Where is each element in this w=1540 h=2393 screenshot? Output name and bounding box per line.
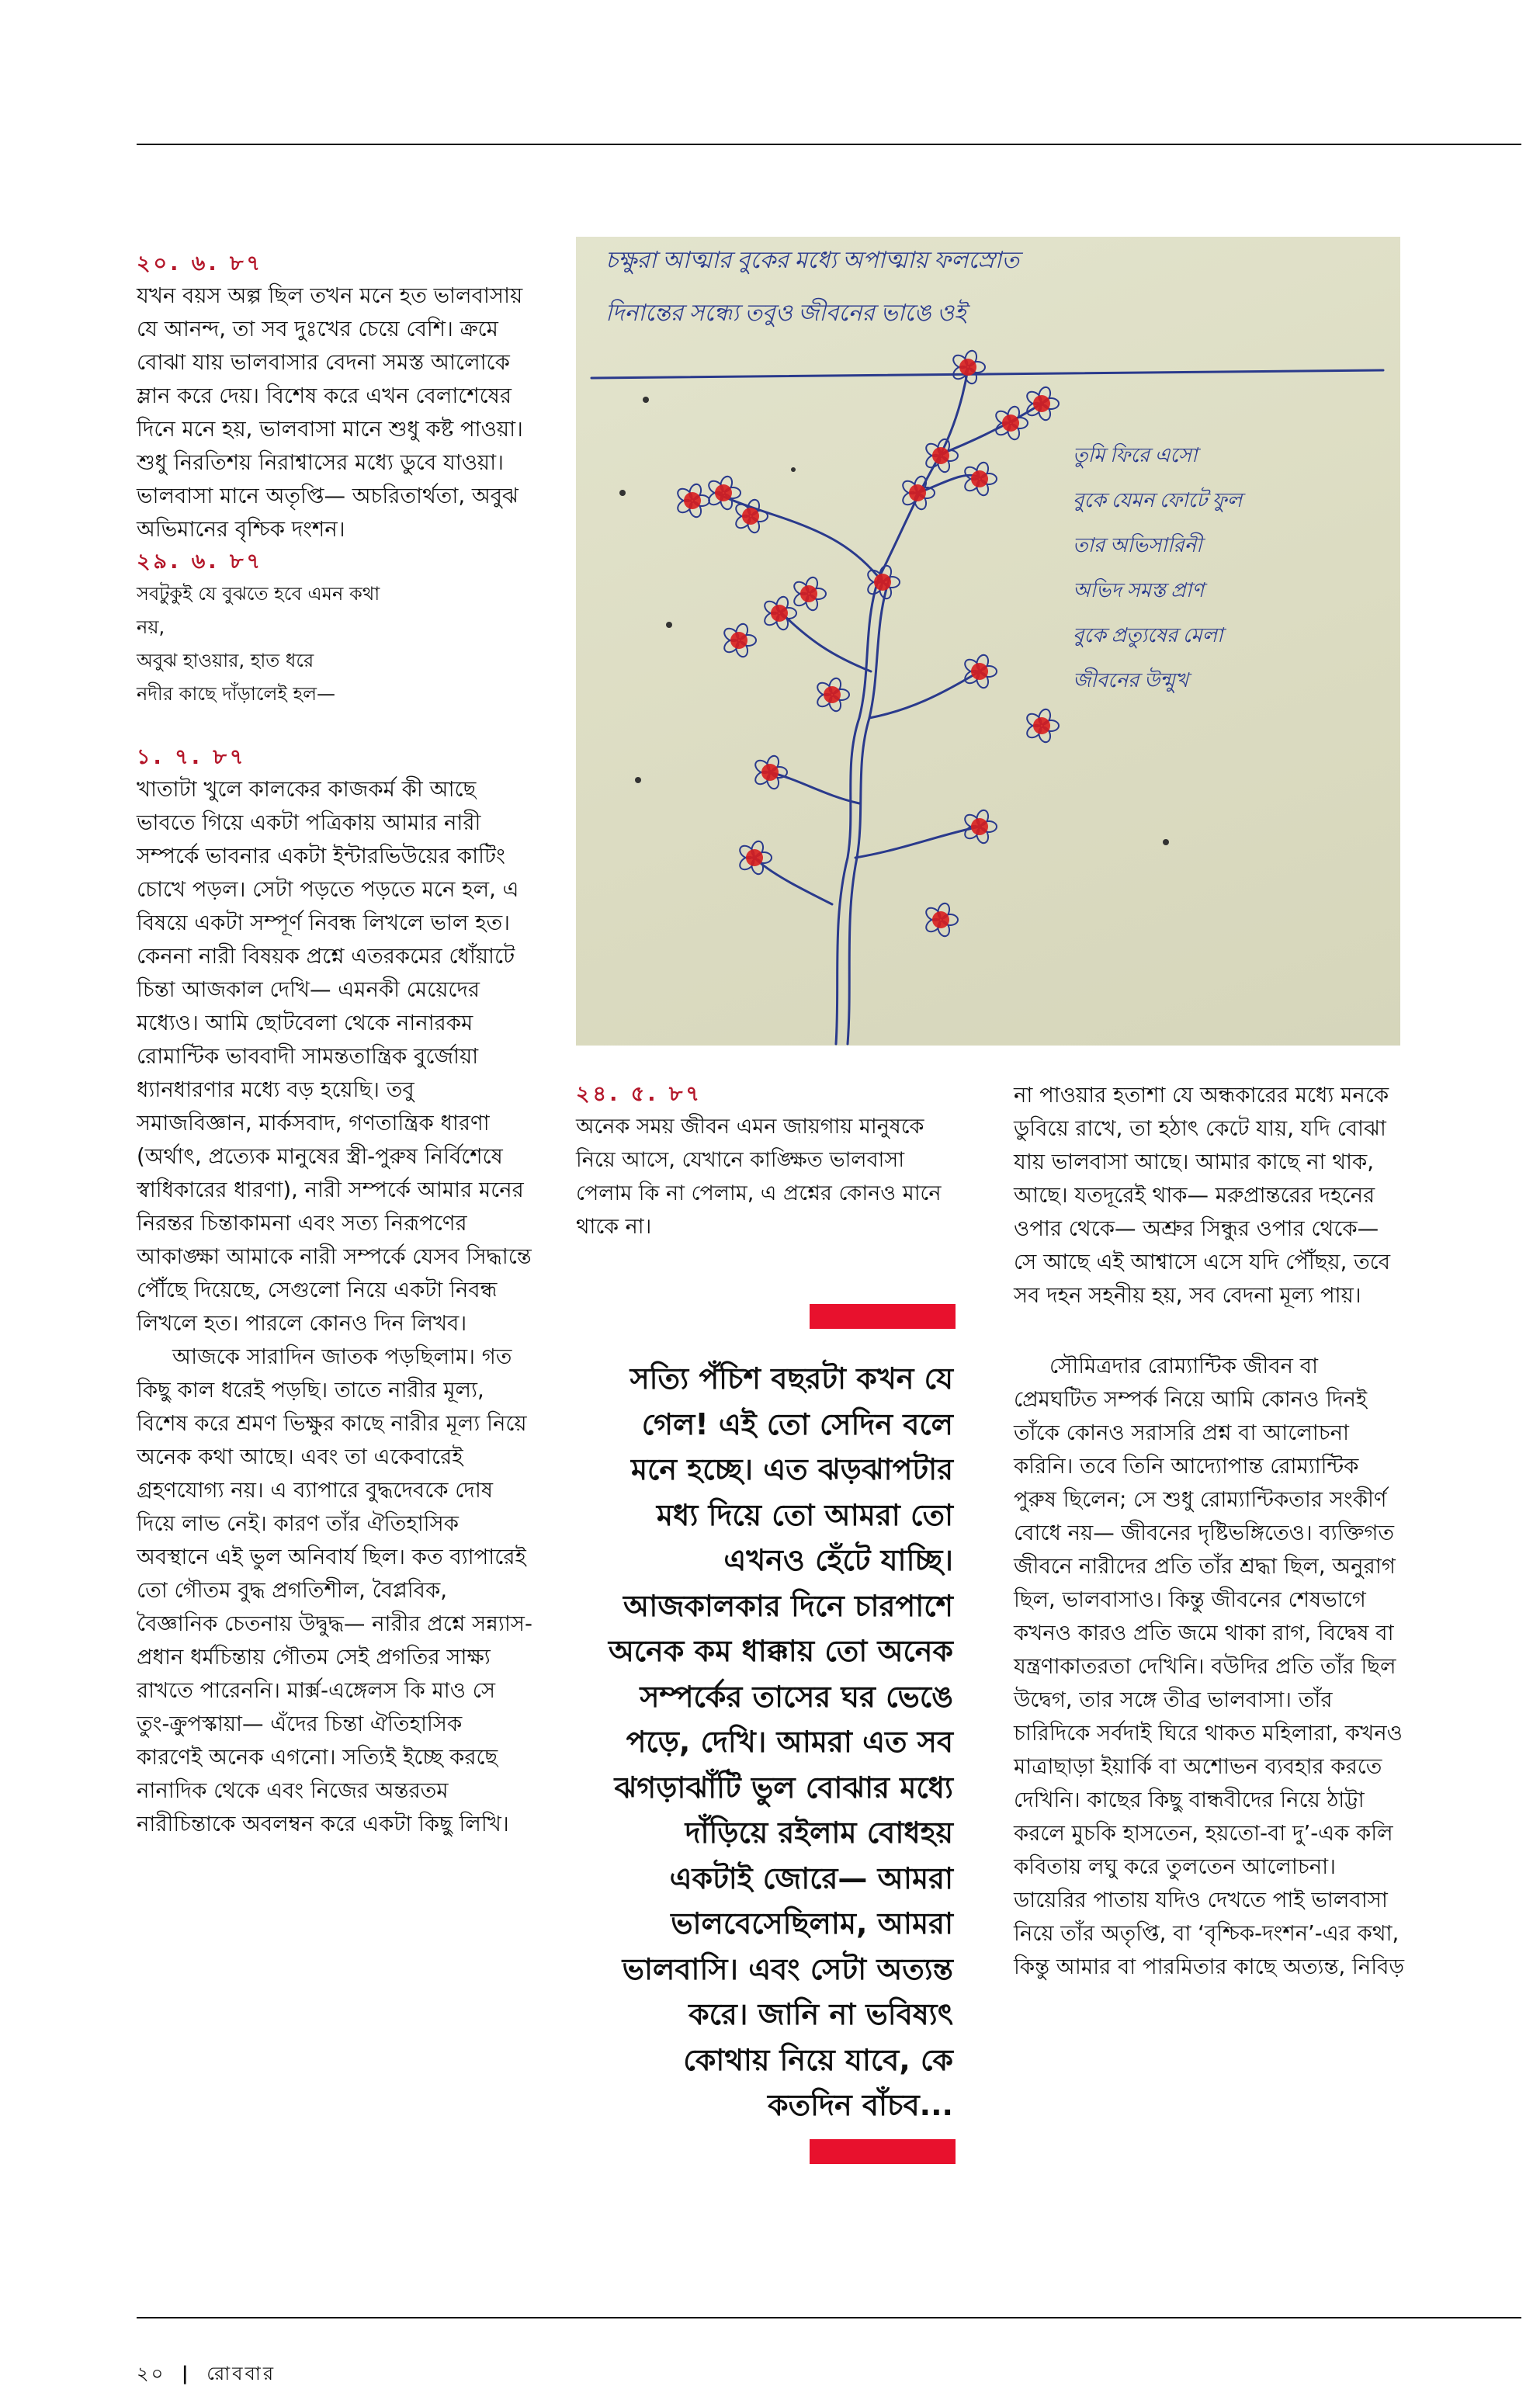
- sketch-flower: [951, 349, 985, 385]
- sketch-flower: [962, 654, 997, 689]
- sketch-flower: [1025, 386, 1059, 421]
- sketch-flower: [706, 475, 741, 511]
- diary-entry: খাতাটা খুলে কালকের কাজকর্ম কী আছে ভাবতে গিয়ে একটা পত্রিকায় আমার নারী সম্পর্কে ভাবনার একটা ইন্টারভিউয়ের কাটিং চোখে পড়ল। সেটা পড়তে পড়তে মনে হল, এ বিষয়ে একটা সম্পূর্ণ নিবন্ধ লিখলে ভাল হত। কেননা নারী বিষয়ক প্রশ্নে এতরকমের ধোঁয়াটে চিন্তা আজকাল দেখি— এমনকী মেয়েদের মধ্যেও। আমি ছোটবেলা থেকে নানারকম রোমান্টিক ভাববাদী সামন্ততান্ত্রিক বুর্জোয়া ধ্যানধারণার মধ্যে বড় হয়েছি। তবু সমাজবিজ্ঞান, মার্কসবাদ, গণতান্ত্রিক ধারণা (অর্থাৎ, প্রত্যেক মানুষের স্ত্রী-পুরুষ নির্বিশেষে স্বাধিকারের ধারণা), নারী সম্পর্কে আমার মনের নিরন্তর চিন্তাকামনা এবং সত্য নিরূপণের আকাঙ্ক্ষা আমাকে নারী সম্পর্কে যেসব সিদ্ধান্তে পৌঁছে দিয়েছে, সেগুলো নিয়ে একটা নিবন্ধ লিখলে হত। পারলে কোনও দিন লিখব।: [137, 777, 532, 1336]
- handwritten-sketch-photo: [576, 237, 1400, 1046]
- diary-date: ২০. ৬. ৮৭: [137, 251, 264, 276]
- photo-caption: [576, 1079, 964, 1243]
- poem-line: নয়,: [137, 616, 165, 638]
- sketch-flower: [753, 754, 787, 790]
- pull-quote: [598, 1356, 953, 2128]
- sketch-note-line: অভিদ সমস্ত প্রাণ: [1073, 579, 1204, 602]
- quote-accent-bar-top: [810, 1304, 956, 1329]
- sketch-flower: [737, 840, 772, 876]
- sketch-branch: [879, 369, 968, 578]
- sketch-note-line: জীবনের উন্মুখ: [1073, 669, 1188, 692]
- flower-sketch-illustration: [576, 237, 1400, 1046]
- sketch-header-line: দিনান্তের সন্ধ্যে তবুও জীবনের ভাঙে ওই: [605, 300, 966, 326]
- right-column: [1014, 1079, 1406, 1984]
- sketch-note-line: তার অভিসারিনী: [1073, 534, 1202, 557]
- sketch-flower: [792, 576, 826, 612]
- sketch-flower: [1025, 708, 1059, 744]
- sketch-note-line: বুকে যেমন ফোটে ফুল: [1073, 489, 1243, 512]
- sketch-flower: [762, 595, 796, 631]
- sketch-branch: [855, 827, 980, 858]
- left-column: [137, 248, 532, 1841]
- pull-quote-text: সত্যি পঁচিশ বছরটা কখন যে গেল! এই তো সেদিন বলে মনে হচ্ছে। এত ঝড়ঝাপটার মধ্য দিয়ে তো আমরা তো এখনও হেঁটে যাচ্ছি। আজকালকার দিনে চারপাশে অনেক কম ধাক্কায় তো অনেক সম্পর্কের তাসের ঘর ভেঙে পড়ে, দেখি। আমরা এত সব ঝগড়াঝাঁটি ভুল বোঝার মধ্যে দাঁড়িয়ে রইলাম বোধহয় একটাই জোরে— আমরা ভালবেসেছিলাম, আমরা ভালবাসি। এবং সেটা অত্যন্ত করে। জানি না ভবিষ্যৎ কোথায় নিয়ে যাবে, কে কতদিন বাঁচব...: [608, 1361, 953, 2122]
- top-rule: [137, 144, 1521, 145]
- magazine-name: রোববার: [206, 2363, 276, 2384]
- sketch-note-line: বুকে প্রত্যুষের মেলা: [1073, 624, 1223, 647]
- diary-date: ১. ৭. ৮৭: [137, 745, 247, 769]
- sketch-flower: [722, 623, 756, 658]
- page-number: ২০: [137, 2363, 166, 2384]
- sketch-branch: [754, 858, 832, 904]
- sketch-note-line: তুমি ফিরে এসো: [1073, 444, 1198, 466]
- sketch-flower: [962, 809, 997, 844]
- page-footer: [137, 2360, 276, 2391]
- sketch-flower: [994, 405, 1028, 441]
- poem-line: সবটুকুই যে বুঝতে হবে এমন কথা: [137, 583, 380, 605]
- sketch-divider-line: [591, 370, 1383, 378]
- caption-date: ২৪. ৫. ৮৭: [576, 1082, 702, 1106]
- quote-accent-bar-bottom: [810, 2139, 956, 2164]
- sketch-flower: [924, 902, 958, 938]
- diary-date: ২৯. ৬. ৮৭: [137, 550, 264, 574]
- bottom-rule: [137, 2317, 1521, 2318]
- sketch-branch: [716, 493, 883, 582]
- sketch-flower: [962, 461, 997, 497]
- sketch-flower: [675, 483, 709, 518]
- body-paragraph: সৌমিত্রদার রোম্যান্টিক জীবন বা প্রেমঘটিত সম্পর্ক নিয়ে আমি কোনও দিনই তাঁকে কোনও সরাসরি প্রশ্ন বা আলোচনা করিনি। তবে তিনি আদ্যোপান্ত রোম্যান্টিক পুরুষ ছিলেন; সে শুধু রোম্যান্টিকতার সংকীর্ণ বোধে নয়— জীবনের দৃষ্টিভঙ্গিতেও। ব্যক্তিগত জীবনে নারীদের প্রতি তাঁর শ্রদ্ধা ছিল, অনুরাগ ছিল, ভালবাসাও। কিন্তু জীবনের শেষভাগে কখনও কারও প্রতি জমে থাকা রাগ, বিদ্বেষ বা যন্ত্রণাকাতরতা দেখিনি। বউদির প্রতি তাঁর ছিল উদ্বেগ, তার সঙ্গে তীব্র ভালবাসা। তাঁর চারিদিকে সর্বদাই ঘিরে থাকত মহিলারা, কখনও মাত্রাছাড়া ইয়ার্কি বা অশোভন ব্যবহার করতে দেখিনি। কাছের কিছু বান্ধবীদের নিয়ে ঠাট্টা করলে মুচকি হাসতেন, হয়তো-বা দু’-এক কলি কবিতায় লঘু করে তুলতেন আলোচনা। ডায়েরির পাতায় যদিও দেখতে পাই ভালবাসা নিয়ে তাঁর অতৃপ্তি, বা ‘বৃশ্চিক-দংশন’-এর কথা, কিন্তু আমার বা পারমিতার কাছে অত্যন্ত, নিবিড়: [1014, 1354, 1405, 1979]
- caption-text: অনেক সময় জীবন এমন জায়গায় মানুষকে নিয়ে আসে, যেখানে কাঙ্ক্ষিত ভালবাসা পেলাম কি না পেলাম, এ প্রশ্নের কোনও মানে থাকে না।: [576, 1115, 942, 1239]
- sketch-stem: [836, 578, 879, 1044]
- sketch-header-line: চক্ষুরা আত্মার বুকের মধ্যে অপাত্মায় ফলস্রোত: [605, 248, 1019, 273]
- footer-separator: |: [181, 2363, 191, 2384]
- poem-line: অবুঝ হাওয়ার, হাত ধরে: [137, 650, 314, 671]
- diary-entry: আজকে সারাদিন জাতক পড়ছিলাম। গত কিছু কাল ধরেই পড়ছি। তাতে নারীর মূল্য, বিশেষ করে শ্রমণ ভিক্ষুর কাছে নারীর মূল্য নিয়ে অনেক কথা আছে। এবং তা একেবারেই গ্রহণযোগ্য নয়। এ ব্যাপারে বুদ্ধদেবকে দোষ দিয়ে লাভ নেই। কারণ তাঁর ঐতিহাসিক অবস্থানে এই ভুল অনিবার্য ছিল। কত ব্যাপারেই তো গৌতম বুদ্ধ প্রগতিশীল, বৈপ্লবিক, বৈজ্ঞানিক চেতনায় উদ্বুদ্ধ— নারীর প্রশ্নে সন্ন্যাস-প্রধান ধর্মচিন্তায় গৌতম সেই প্রগতির সাক্ষ্য রাখতে পারেননি। মার্ক্স-এঙ্গেলস কি মাও সে তুং-ক্রুপস্কায়া— এঁদের চিন্তা ঐতিহাসিক কারণেই অনেক এগনো। সত্যিই ইচ্ছে করছে নানাদিক থেকে এবং নিজের অন্তরতম নারীচিন্তাকে অবলম্বন করে একটা কিছু লিখি।: [137, 1344, 532, 1836]
- body-paragraph: না পাওয়ার হতাশা যে অন্ধকারের মধ্যে মনকে ডুবিয়ে রাখে, তা হঠাৎ কেটে যায়, যদি বোঝা যায় ভালবাসা আছে। আমার কাছে না থাক, আছে। যতদূরেই থাক— মরুপ্রান্তরের দহনের ওপার থেকে— অশ্রুর সিন্ধুর ওপার থেকে— সে আছে এই আশ্বাসে এসে যদি পৌঁছয়, তবে সব দহন সহনীয় হয়, সব বেদনা মূল্য পায়।: [1014, 1083, 1391, 1308]
- poem-line: নদীর কাছে দাঁড়ালেই হল—: [137, 683, 335, 705]
- diary-entry: যখন বয়স অল্প ছিল তখন মনে হত ভালবাসায় যে আনন্দ, তা সব দুঃখের চেয়ে বেশি। ক্রমে বোঝা যায় ভালবাসার বেদনা সমস্ত আলোকে ম্লান করে দেয়। বিশেষ করে এখন বেলাশেষের দিনে মনে হয়, ভালবাসা মানে শুধু কষ্ট পাওয়া। শুধু নিরতিশয় নিরাশ্বাসের মধ্যে ডুবে যাওয়া। ভালবাসা মানে অতৃপ্তি— অচরিতার্থতা, অবুঝ অভিমানের বৃশ্চিক দংশন।: [137, 283, 523, 542]
- sketch-flower: [900, 475, 935, 511]
- sketch-flower: [924, 438, 958, 473]
- sketch-flower: [815, 677, 849, 713]
- sketch-branch: [869, 671, 980, 718]
